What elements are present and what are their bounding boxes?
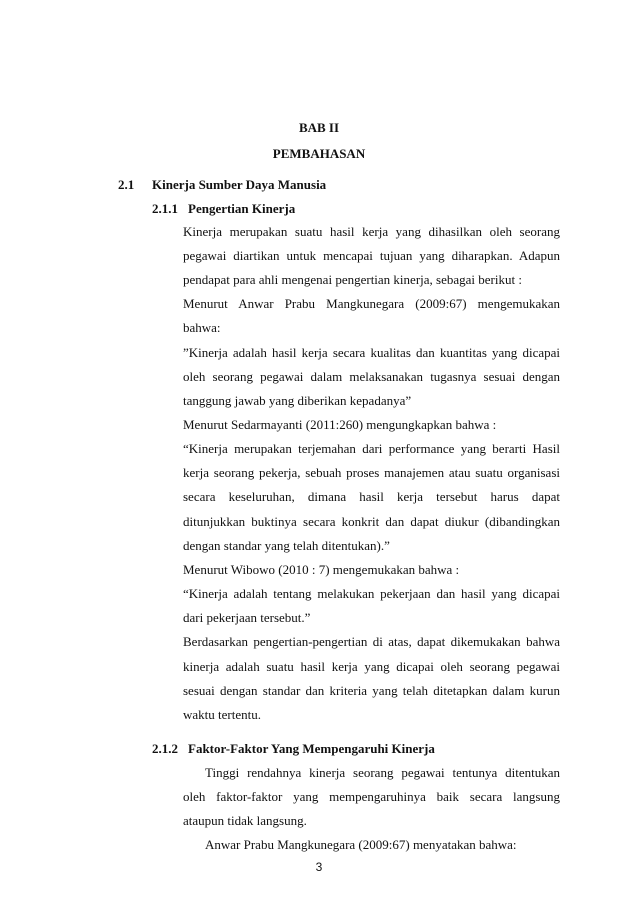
subsection-number: 2.1.2: [152, 741, 178, 756]
quote-line: kerja seorang pekerja, sebuah proses manajemen atau suatu organisasi: [183, 465, 560, 480]
paragraph-line: Anwar Prabu Mangkunegara (2009:67) menyatakan bahwa:: [205, 837, 517, 852]
chapter-title: PEMBAHASAN: [272, 146, 366, 161]
paragraph-line: pendapat para ahli mengenai pengertian kinerja, sebagai berikut :: [183, 272, 522, 287]
subsection-title: Faktor-Faktor Yang Mempengaruhi Kinerja: [188, 741, 435, 756]
section-number: 2.1: [118, 177, 135, 192]
paragraph-line: bahwa:: [183, 320, 221, 335]
quote-line: tanggung jawab yang diberikan kepadanya”: [183, 393, 412, 408]
quote-line: “Kinerja adalah tentang melakukan pekerjaan dan hasil yang dicapai: [183, 586, 560, 601]
quote-line: oleh seorang pegawai dalam melaksanakan tugasnya sesuai dengan: [183, 369, 560, 384]
quote-line: “Kinerja merupakan terjemahan dari performance yang berarti Hasil: [183, 441, 560, 456]
quote-line: dengan standar yang telah ditentukan).”: [183, 538, 390, 553]
subsection-number: 2.1.1: [152, 201, 178, 216]
paragraph-line: Kinerja merupakan suatu hasil kerja yang dihasilkan oleh seorang: [183, 224, 560, 239]
paragraph-line: Menurut Sedarmayanti (2011:260) mengungkapkan bahwa :: [183, 417, 497, 432]
paragraph-line: Menurut Wibowo (2010 : 7) mengemukakan bahwa :: [183, 562, 460, 577]
paragraph-line: waktu tertentu.: [183, 707, 261, 722]
paragraph-line: Berdasarkan pengertian-pengertian di atas, dapat dikemukakan bahwa: [183, 634, 560, 649]
quote-line: secara keseluruhan, dimana hasil kerja tersebut harus dapat: [183, 489, 560, 504]
quote-line: ditunjukkan buktinya secara konkrit dan dapat diukur (dibandingkan: [183, 514, 560, 529]
paragraph-line: Menurut Anwar Prabu Mangkunegara (2009:67) mengemukakan: [183, 296, 560, 311]
quote-line: ”Kinerja adalah hasil kerja secara kualitas dan kuantitas yang dicapai: [183, 345, 560, 360]
paragraph-line: Tinggi rendahnya kinerja seorang pegawai tentunya ditentukan: [205, 765, 560, 780]
section-title: Kinerja Sumber Daya Manusia: [152, 177, 327, 192]
page-number: 3: [315, 860, 323, 874]
paragraph-line: sesuai dengan standar dan kriteria yang telah ditetapkan dalam kurun: [183, 683, 560, 698]
paragraph-line: oleh faktor-faktor yang mempengaruhinya baik secara langsung: [183, 789, 560, 804]
paragraph-line: kinerja adalah suatu hasil kerja yang dicapai oleh seorang pegawai: [183, 659, 560, 674]
paragraph-line: pegawai diartikan untuk mencapai tujuan yang diharapkan. Adapun: [183, 248, 560, 263]
paragraph-line: ataupun tidak langsung.: [183, 813, 307, 828]
subsection-title: Pengertian Kinerja: [188, 201, 296, 216]
quote-line: dari pekerjaan tersebut.”: [183, 610, 311, 625]
chapter-number: BAB II: [298, 120, 340, 135]
